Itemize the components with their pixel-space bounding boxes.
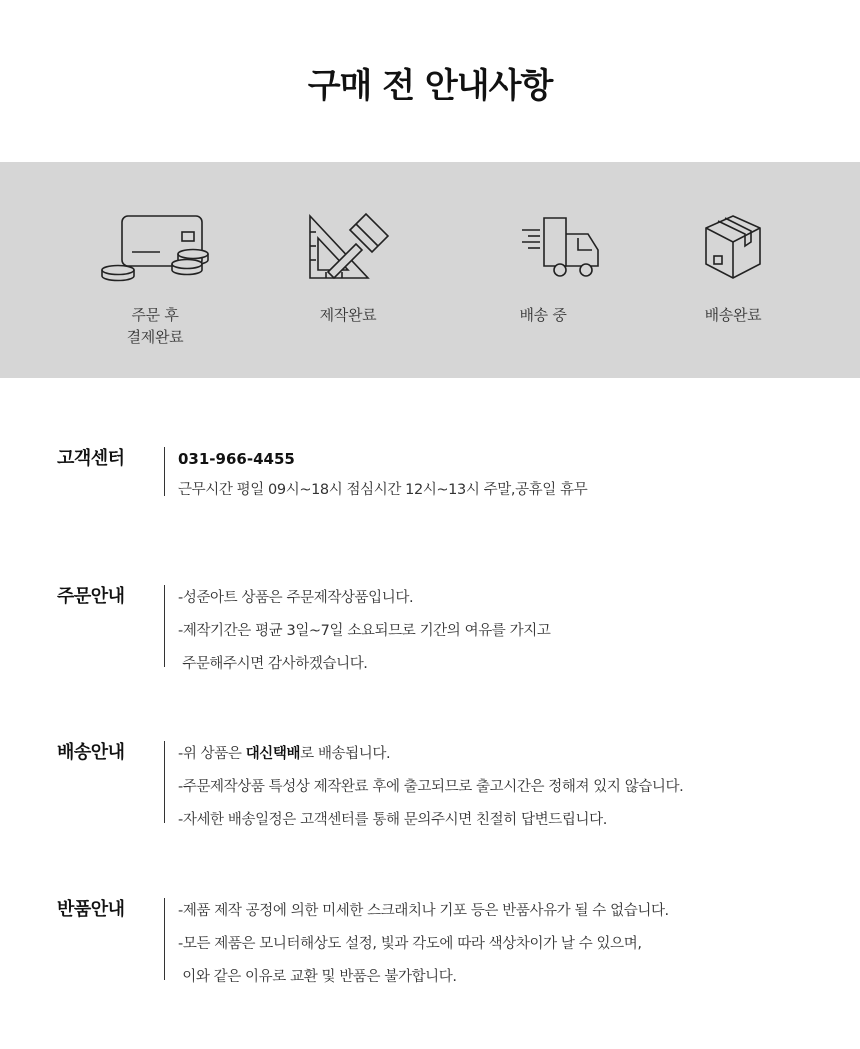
- customer-phone[interactable]: 031-966-4455: [178, 450, 295, 468]
- info-line: 이와 같은 이유로 교환 및 반품은 불가합니다.: [178, 969, 457, 985]
- order-steps-band: [0, 162, 860, 378]
- section-divider: [164, 741, 165, 823]
- section-title: 고객센터: [57, 448, 125, 469]
- section-title: 반품안내: [57, 899, 125, 920]
- carrier-prefix: -위 상품은: [178, 746, 246, 762]
- carrier-name: 대신택배: [245, 746, 301, 762]
- info-line: -제작기간은 평균 3일~7일 소요되므로 기간의 여유를 가지고: [178, 623, 551, 639]
- page-title: 구매 전 안내사항: [307, 66, 553, 106]
- step-shipping: [443, 162, 643, 378]
- info-line: 주문해주시면 감사하겠습니다.: [178, 656, 368, 672]
- step-label: 배송완료: [704, 306, 762, 324]
- info-line: -주문제작상품 특성상 제작완료 후에 출고되므로 출고시간은 정해져 있지 않습니다.: [178, 779, 684, 795]
- section-title: 주문안내: [57, 586, 125, 607]
- section-title: 배송안내: [57, 742, 125, 763]
- step-label: 배송 중: [519, 306, 567, 324]
- package-box-icon: [698, 212, 768, 284]
- section-content: [178, 444, 587, 506]
- section-content: [178, 582, 550, 681]
- section-divider: [164, 447, 165, 496]
- section-divider: [164, 898, 165, 980]
- delivery-truck-icon: [478, 212, 608, 284]
- section-divider: [164, 585, 165, 667]
- info-line: -자세한 배송일정은 고객센터를 통해 문의주시면 친절히 답변드립니다.: [178, 812, 607, 828]
- info-line: -제품 제작 공정에 의한 미세한 스크래치나 기포 등은 반품사유가 될 수 없습니다.: [178, 903, 669, 919]
- step-label: 주문 후 결제완료: [126, 306, 184, 346]
- step-label: 제작완료: [319, 306, 377, 324]
- section-content: [178, 895, 669, 994]
- customer-hours: 근무시간 평일 09시~18시 점심시간 12시~13시 주말,공휴일 휴무: [178, 482, 588, 498]
- section-content: [178, 738, 683, 837]
- step-delivered: [633, 162, 833, 378]
- step-payment: [55, 162, 255, 378]
- info-line: [178, 738, 683, 771]
- info-line: -모든 제품은 모니터해상도 설정, 빛과 각도에 따라 색상차이가 날 수 있으며,: [178, 936, 642, 952]
- info-line: -성준아트 상품은 주문제작상품입니다.: [178, 590, 414, 606]
- card-payment-icon: [90, 212, 220, 292]
- carrier-suffix: 로 배송됩니다.: [300, 746, 391, 762]
- step-production: [248, 162, 448, 378]
- ruler-hammer-icon: [298, 212, 398, 284]
